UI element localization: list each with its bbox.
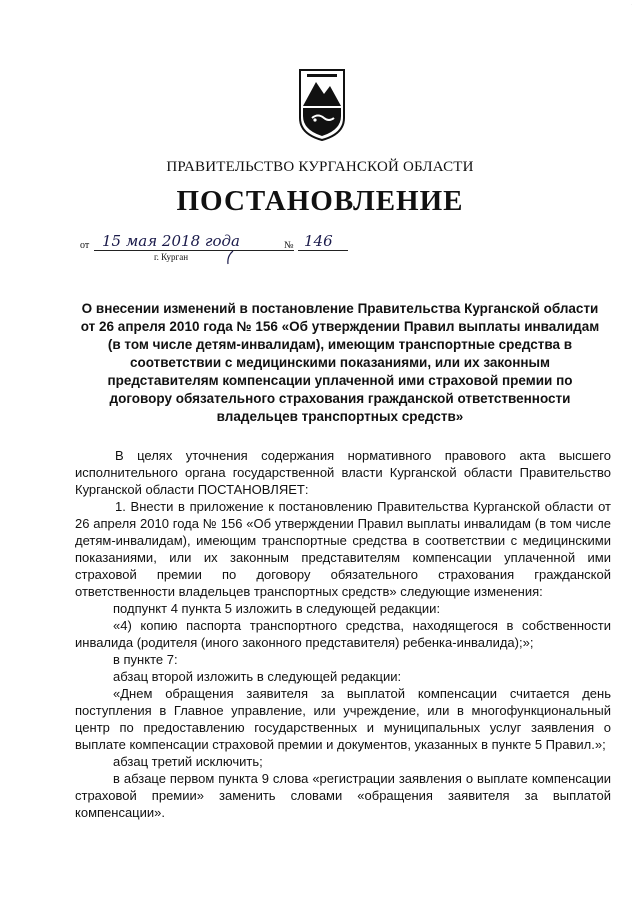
paragraph-item-1: 1. Внести в приложение к постановлению Правительства Курганской области от 26 апреля 2010 года № 156 «Об утверждении Правил выплаты инвалидам (в том числе детям-инвалидам), имеющим транспортные средства в соответствии с медицинскими показаниями, или их законным представителям компенсации уплаченной ими страховой премии по договору обязательного страхования гражданской ответственности владельцев транспортных средств» следующие изменения: (75, 499, 611, 599)
paragraph-preamble: В целях уточнения содержания нормативного правового акта высшего исполнительного органа государственной власти Курганской области Правительство Курганской области ПОСТАНОВЛЯЕТ: (75, 448, 611, 497)
date-underline (94, 250, 294, 251)
scan-mark: · (630, 2, 632, 7)
date-prefix: от (80, 240, 90, 251)
handwriting-stroke (223, 250, 237, 266)
paragraph-amend-3: абзац второй изложить в следующей редакции: (113, 669, 402, 684)
paragraph-amend-1: подпункт 4 пункта 5 изложить в следующей редакции: (113, 601, 441, 616)
paragraph-amend-2: в пункте 7: (113, 652, 178, 667)
handwritten-number: 146 (304, 232, 333, 250)
paragraph-amend-4: абзац третий исключить; (113, 754, 263, 769)
paragraph-quote-1: «4) копию паспорта транспортного средства, находящегося в собственности инвалида (родителя (иного законного представителя) ребенка-инвалида);»; (75, 618, 611, 650)
paragraph-quote-2: «Днем обращения заявителя за выплатой компенсации считается день поступления в Главное управление, или учреждение, или в многофункциональный центр по предоставлению государственных и муниципальных услуг заявления о выплате компенсации страховой премии и документов, указанных в пункте 5 Правил.»; (75, 686, 611, 752)
number-underline (298, 250, 348, 251)
handwritten-date: 15 мая 2018 года (102, 232, 240, 250)
paragraph-amend-5: в абзаце первом пункта 9 слова «регистрации заявления о выплате компенсации страховой премии» заменить словами «обращения заявителя за выплатой компенсации». (75, 771, 611, 820)
document-type: ПОСТАНОВЛЕНИЕ (176, 185, 464, 217)
document-body (75, 447, 611, 821)
document-title: О внесении изменений в постановление Правительства Курганской области от 26 апреля 2010 года № 156 «Об утверждении Правил выплаты инвалидам (в том числе детям-инвалидам), имеющим транспортные средства в соответствии с медицинскими показаниями, или их законным представителям компенсации уплаченной ими страховой премии по договору обязательного страхования гражданской ответственности владельцев транспортных средств» (80, 301, 600, 424)
date-number-row (80, 232, 380, 272)
city-label: г. Курган (154, 252, 189, 262)
number-prefix: № (284, 240, 294, 251)
government-name: ПРАВИТЕЛЬСТВО КУРГАНСКОЙ ОБЛАСТИ (166, 159, 474, 175)
coat-of-arms-emblem (298, 68, 346, 142)
